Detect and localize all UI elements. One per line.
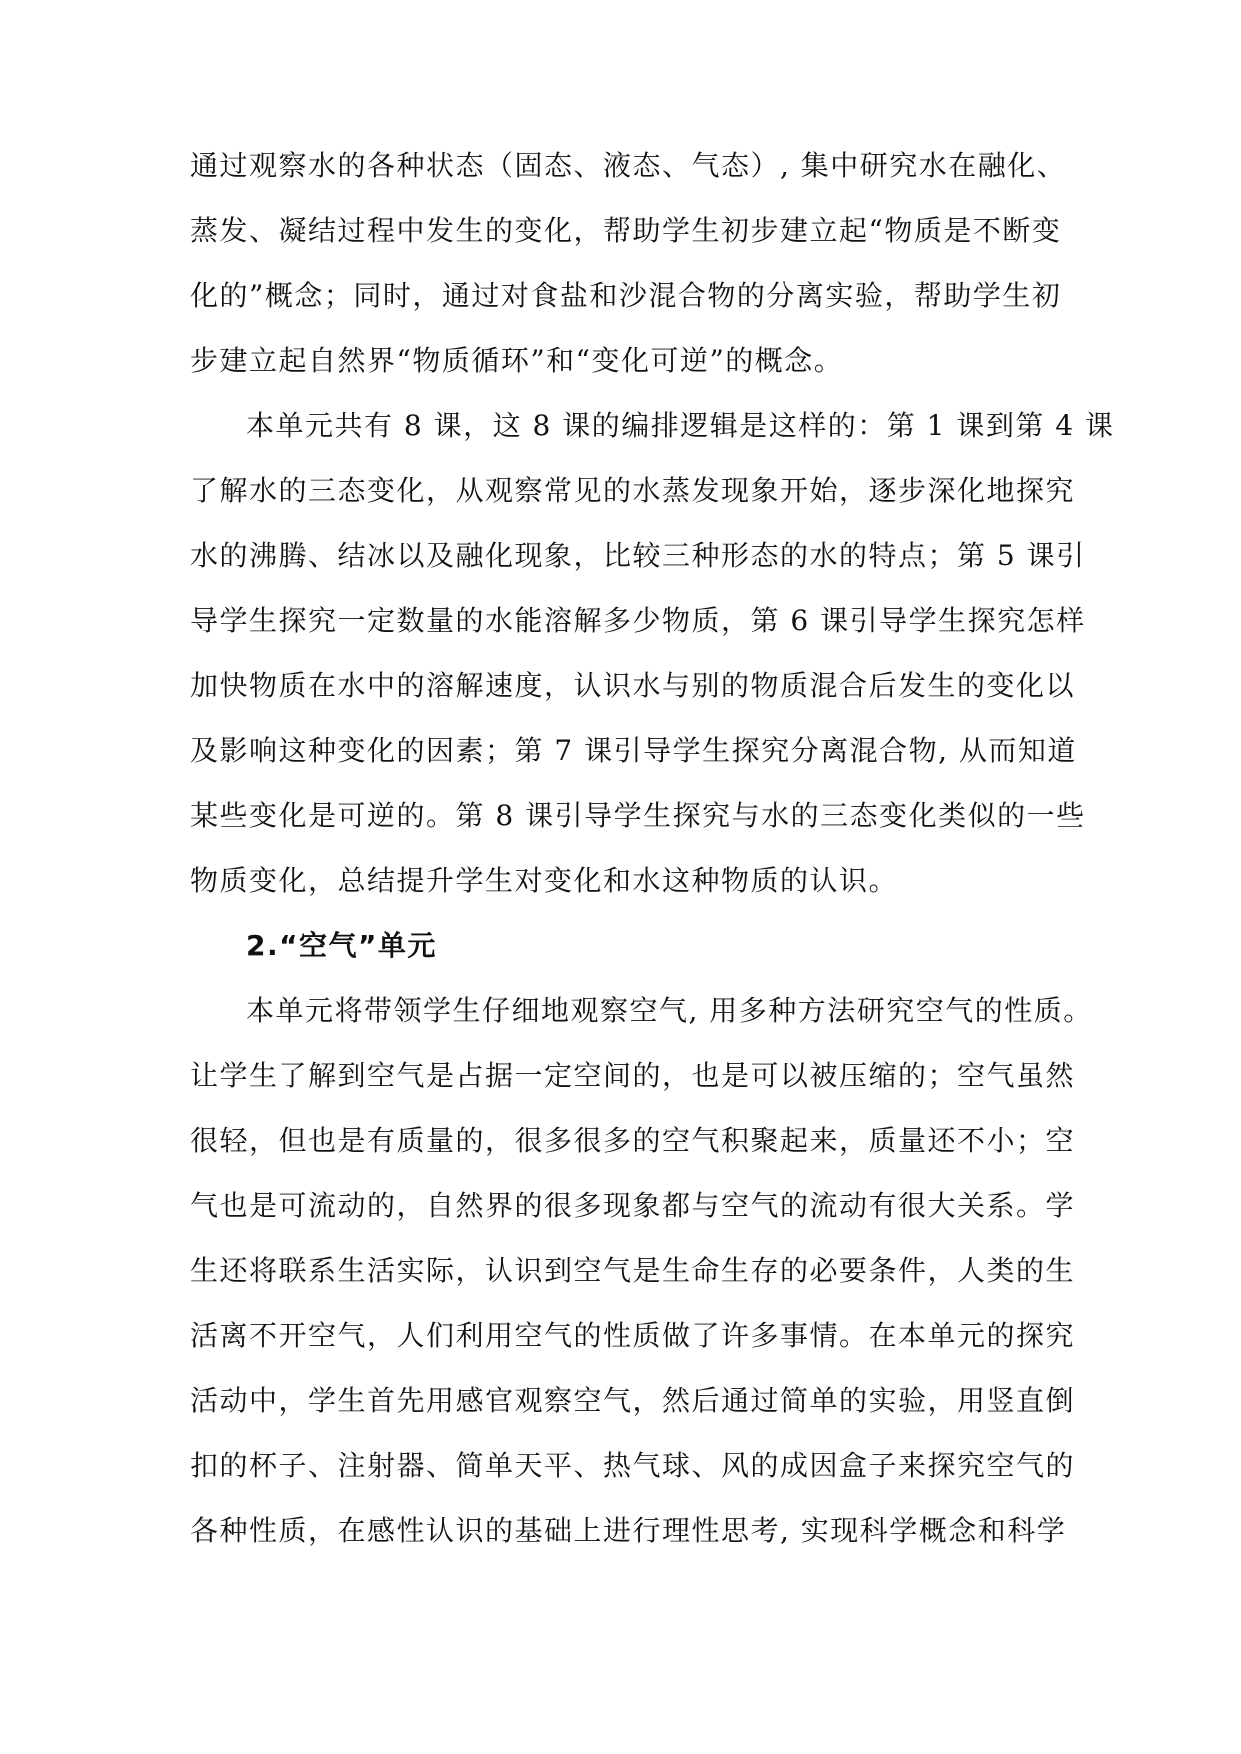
- paragraph-line: 及影响这种变化的因素；第 7 课引导学生探究分离混合物, 从而知道: [190, 734, 1077, 767]
- paragraph-line: 导学生探究一定数量的水能溶解多少物质，第 6 课引导学生探究怎样: [190, 604, 1086, 637]
- paragraph-line: 化的”概念；同时，通过对食盐和沙混合物的分离实验，帮助学生初: [190, 279, 1062, 312]
- paragraph-line: 让学生了解到空气是占据一定空间的，也是可以被压缩的；空气虽然: [190, 1059, 1076, 1092]
- paragraph-line: 加快物质在水中的溶解速度，认识水与别的物质混合后发生的变化以: [190, 669, 1076, 702]
- body-text: [190, 133, 1115, 1563]
- paragraph-line: 物质变化，总结提升学生对变化和水这种物质的认识。: [190, 864, 899, 897]
- paragraph-line: 本单元将带领学生仔细地观察空气, 用多种方法研究空气的性质。: [246, 994, 1093, 1027]
- paragraph-line: 生还将联系生活实际，认识到空气是生命生存的必要条件，人类的生: [190, 1254, 1076, 1287]
- paragraph-line: 很轻，但也是有质量的，很多很多的空气积聚起来，质量还不小；空: [190, 1124, 1076, 1157]
- paragraph-line: 通过观察水的各种状态（固态、液态、气态）, 集中研究水在融化、: [190, 149, 1067, 182]
- paragraph-line: 气也是可流动的，自然界的很多现象都与空气的流动有很大关系。学: [190, 1189, 1076, 1222]
- paragraph-line: 某些变化是可逆的。第 8 课引导学生探究与水的三态变化类似的一些: [190, 799, 1086, 832]
- paragraph-line: 各种性质，在感性认识的基础上进行理性思考, 实现科学概念和科学: [190, 1514, 1067, 1547]
- paragraph-line: 水的沸腾、结冰以及融化现象，比较三种形态的水的特点；第 5 课引: [190, 539, 1086, 572]
- paragraph-line: 步建立起自然界“物质循环”和“变化可逆”的概念。: [190, 344, 844, 377]
- paragraph-line: 蒸发、凝结过程中发生的变化，帮助学生初步建立起“物质是不断变: [190, 214, 1062, 247]
- paragraph-line: 活离不开空气，人们利用空气的性质做了许多事情。在本单元的探究: [190, 1319, 1076, 1352]
- paragraph-line: 了解水的三态变化，从观察常见的水蒸发现象开始，逐步深化地探究: [190, 474, 1076, 507]
- paragraph-line: 本单元共有 8 课，这 8 课的编排逻辑是这样的：第 1 课到第 4 课: [246, 409, 1115, 442]
- paragraph-line: 活动中，学生首先用感官观察空气，然后通过简单的实验，用竖直倒: [190, 1384, 1076, 1417]
- section-heading: 2.“空气”单元: [246, 929, 437, 962]
- paragraph-line: 扣的杯子、注射器、简单天平、热气球、风的成因盒子来探究空气的: [190, 1449, 1076, 1482]
